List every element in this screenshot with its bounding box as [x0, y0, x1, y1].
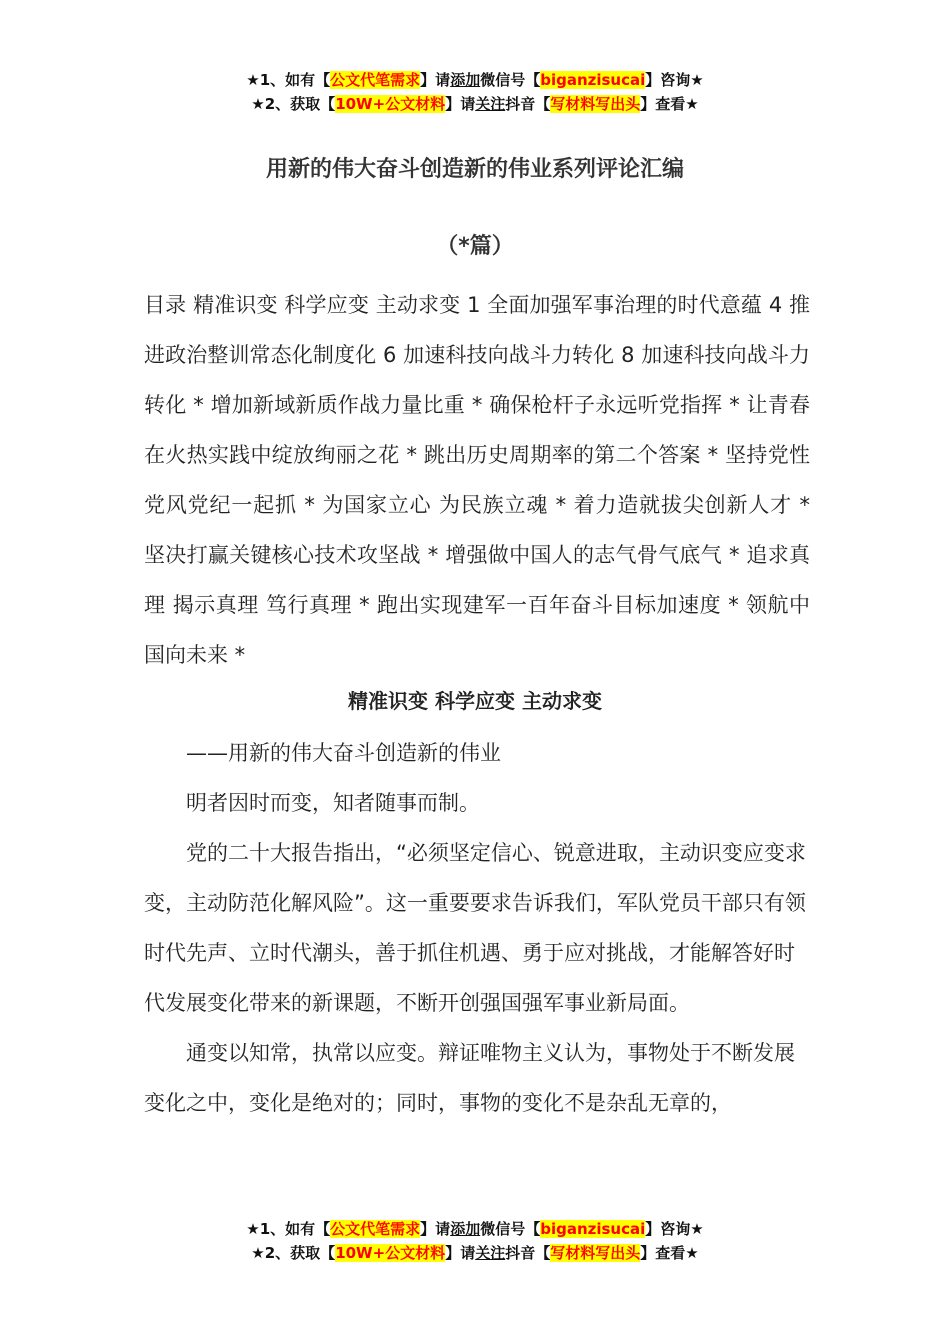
banner-highlight: 10W+公文材料	[335, 1244, 446, 1262]
table-of-contents: 目录 精准识变 科学应变 主动求变 1 全面加强军事治理的时代意蕴 4 推进政治整训常态化制度化 6 加速科技向战斗力转化 8 加速科技向战斗力转化 * 增加新域新质作战力量比重 * 确保枪杆子永远听党指挥 * 让青春在火热实践中绽放绚丽之花 * 跳出历史周期率的第二个答案 * 坚持党性党风党纪一起抓 * 为国家立心 为民族立魂 * 着力造就拔尖创新人才 * 坚决打赢关键核心技术攻坚战 * 增强做中国人的志气骨气底气 * 追求真理 揭示真理 笃行真理 * 跑出实现建军一百年奋斗目标加速度 * 领航中国向未来 *	[144, 293, 810, 667]
article-body	[144, 728, 810, 1128]
banner-text: 抖音【	[505, 95, 551, 113]
banner-emphasis: 关注	[475, 1244, 506, 1262]
banner-line-1	[0, 68, 950, 92]
header-banner	[0, 68, 950, 116]
banner-text: 微信号【	[480, 1220, 541, 1238]
banner-text: ★2、获取【	[251, 1244, 336, 1262]
banner-text: 】查看★	[640, 1244, 699, 1262]
paragraph: 通变以知常，执常以应变。辩证唯物主义认为，事物处于不断发展变化之中，变化是绝对的；同时，事物的变化不是杂乱无章的，	[144, 1041, 795, 1115]
banner-highlight: 公文代笔需求	[330, 1220, 421, 1238]
banner-line-2	[0, 1241, 950, 1265]
paragraph: ——用新的伟大奋斗创造新的伟业	[186, 741, 501, 765]
banner-text: 】请	[420, 71, 451, 89]
document-subtitle: （*篇）	[436, 234, 514, 259]
banner-text: 】咨询★	[645, 1220, 704, 1238]
banner-highlight: 公文代笔需求	[330, 71, 421, 89]
banner-text: 微信号【	[480, 71, 541, 89]
banner-text: ★1、如有【	[246, 1220, 331, 1238]
document-title: 用新的伟大奋斗创造新的伟业系列评论汇编	[265, 157, 684, 182]
footer-banner	[0, 1217, 950, 1265]
banner-text: 】请	[420, 1220, 451, 1238]
paragraph: 明者因时而变，知者随事而制。	[186, 791, 480, 815]
banner-text: 】查看★	[640, 95, 699, 113]
banner-text: 】咨询★	[645, 71, 704, 89]
banner-line-2	[0, 92, 950, 116]
banner-highlight: 写材料写出头	[550, 1244, 641, 1262]
banner-highlight: 写材料写出头	[550, 95, 641, 113]
banner-text: 】请	[445, 1244, 476, 1262]
section-heading: 精准识变 科学应变 主动求变	[348, 689, 602, 713]
banner-emphasis: 添加	[450, 1220, 481, 1238]
banner-highlight: 10W+公文材料	[335, 95, 446, 113]
paragraph: 党的二十大报告指出，“必须坚定信心、锐意进取，主动识变应变求变，主动防范化解风险”。这一重要要求告诉我们，军队党员干部只有领时代先声、立时代潮头，善于抓住机遇、勇于应对挑战，才能解答好时代发展变化带来的新课题，不断开创强国强军事业新局面。	[144, 841, 806, 1015]
banner-highlight: biganzisucai	[540, 71, 646, 89]
banner-line-1	[0, 1217, 950, 1241]
banner-emphasis: 添加	[450, 71, 481, 89]
banner-text: ★1、如有【	[246, 71, 331, 89]
banner-text: ★2、获取【	[251, 95, 336, 113]
banner-text: 】请	[445, 95, 476, 113]
banner-emphasis: 关注	[475, 95, 506, 113]
banner-highlight: biganzisucai	[540, 1220, 646, 1238]
banner-text: 抖音【	[505, 1244, 551, 1262]
